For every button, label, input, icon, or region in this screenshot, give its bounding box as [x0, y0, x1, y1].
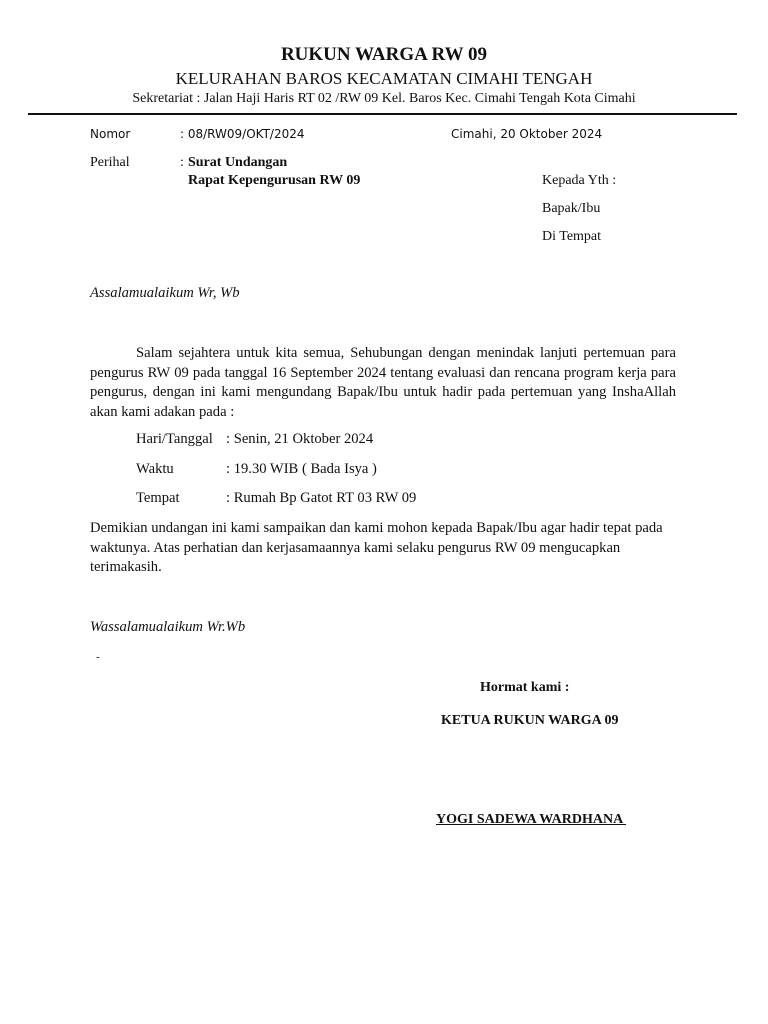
detail-label-time: Waktu [136, 461, 174, 477]
detail-label-place: Tempat [136, 490, 180, 506]
nomor-label: Nomor [90, 127, 131, 141]
letterhead-divider [28, 113, 737, 115]
letterhead-title: RUKUN WARGA RW 09 [280, 44, 488, 65]
signature-salutation: Hormat kami : [480, 680, 570, 695]
detail-value-place: : Rumah Bp Gatot RT 03 RW 09 [226, 490, 417, 506]
detail-value-time: : 19.30 WIB ( Bada Isya ) [226, 461, 377, 477]
detail-label-date: Hari/Tanggal [136, 431, 213, 447]
signature-name: YOGI SADEWA WARDHANA [436, 812, 626, 827]
perihal-subject-line2: Rapat Kepengurusan RW 09 [188, 173, 361, 188]
detail-value-date: : Senin, 21 Oktober 2024 [226, 431, 374, 447]
opening-greeting: Assalamualaikum Wr, Wb [90, 285, 240, 301]
body-paragraph-invitation: Salam sejahtera untuk kita semua, Sehubungan dengan menindak lanjuti pertemuan para pengurus RW 09 pada tanggal 16 September 2024 tentang evaluasi dan rencana program kerja para pengurus, dengan ini kami mengundang Bapak/Ibu untuk hadir pada pertemuan yang InshaAllah akan kami adakan pada : [90, 345, 676, 420]
letterhead-address: Sekretariat : Jalan Haji Haris RT 02 /RW 09 Kel. Baros Kec. Cimahi Tengah Kota Cimahi [132, 91, 636, 106]
perihal-label: Perihal [90, 155, 130, 170]
recipient-line1: Kepada Yth : [542, 173, 617, 188]
letterhead-subtitle: KELURAHAN BAROS KECAMATAN CIMAHI TENGAH [175, 69, 593, 88]
body-paragraph-closing: Demikian undangan ini kami sampaikan dan kami mohon kepada Bapak/Ibu agar hadir tepat pada waktunya. Atas perhatian dan kerjasamaannya kami selaku pengurus RW 09 mengucapkan terimakasih. [90, 520, 663, 575]
perihal-colon: : [180, 155, 184, 170]
signature-position: KETUA RUKUN WARGA 09 [441, 713, 619, 728]
nomor-value: : 08/RW09/OKT/2024 [180, 127, 305, 141]
letter-date: Cimahi, 20 Oktober 2024 [451, 127, 603, 141]
stray-dash: - [96, 651, 100, 663]
perihal-subject-line1: Surat Undangan [188, 155, 288, 170]
recipient-line3: Di Tempat [542, 229, 602, 244]
closing-greeting: Wassalamualaikum Wr.Wb [90, 619, 246, 635]
recipient-line2: Bapak/Ibu [542, 201, 601, 216]
